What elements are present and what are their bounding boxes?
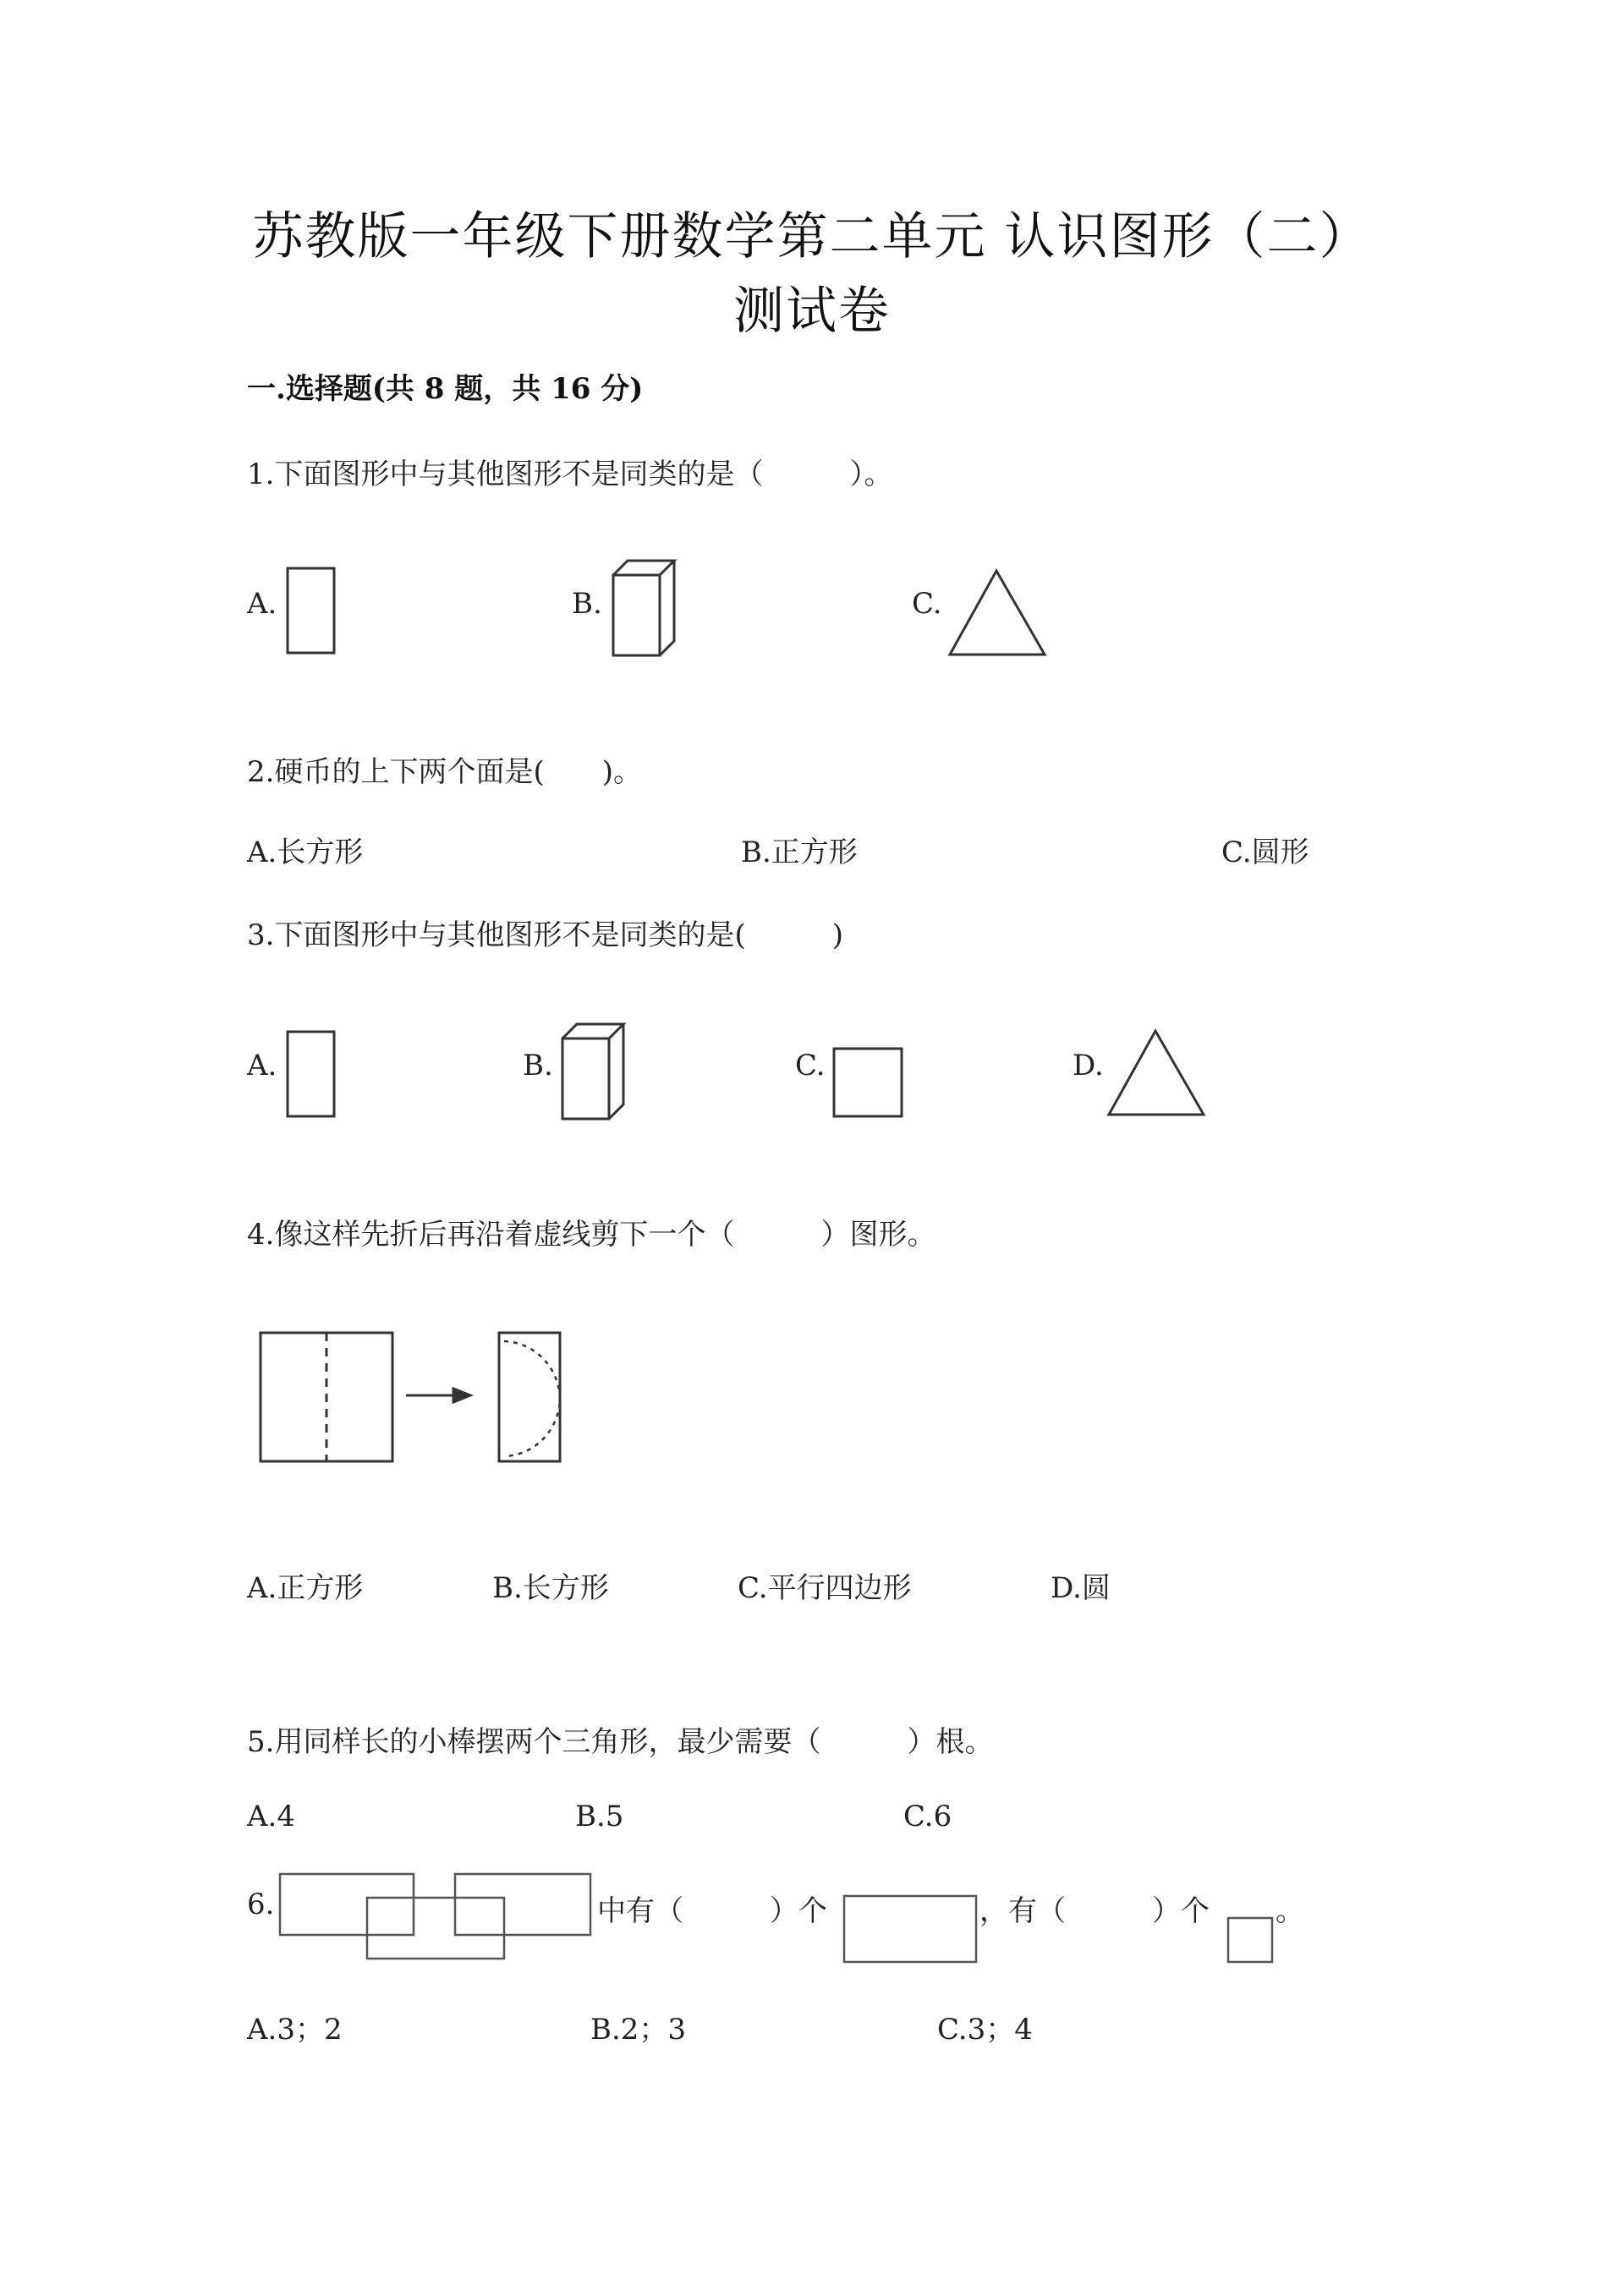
question-2-option-b[interactable]: B.正方形 bbox=[741, 836, 858, 869]
rectangle-icon bbox=[286, 1030, 337, 1119]
half-paper-rect bbox=[499, 1333, 560, 1461]
question-3-option-c[interactable]: C. bbox=[795, 1049, 826, 1082]
question-3-stem: 3.下面图形中与其他图形不是同类的是( ) bbox=[247, 918, 843, 952]
square-icon bbox=[832, 1047, 905, 1120]
question-5-option-c[interactable]: C.6 bbox=[903, 1800, 952, 1833]
question-1-option-a[interactable]: A. bbox=[247, 587, 277, 621]
question-6-option-c[interactable]: C.3；4 bbox=[937, 2013, 1033, 2047]
cuboid-icon bbox=[560, 1022, 628, 1123]
question-6-text-2: ，有（ ）个 bbox=[979, 1894, 1210, 1928]
fold-and-cut-diagram bbox=[254, 1326, 575, 1470]
question-1-option-b[interactable]: B. bbox=[572, 587, 602, 621]
cuboid-icon bbox=[611, 558, 678, 660]
question-5-option-a[interactable]: A.4 bbox=[247, 1800, 295, 1833]
question-6-text-1: 中有（ ）个 bbox=[597, 1894, 827, 1928]
page-title-line2: 测试卷 bbox=[733, 282, 891, 341]
section-heading: 一.选择题(共 8 题，共 16 分) bbox=[247, 372, 644, 406]
question-3-option-d[interactable]: D. bbox=[1073, 1049, 1104, 1082]
question-4-stem: 4.像这样先折后再沿着虚线剪下一个（ ）图形。 bbox=[247, 1218, 936, 1252]
rectangle-icon bbox=[286, 567, 337, 655]
question-4-option-c[interactable]: C.平行四边形 bbox=[738, 1571, 912, 1605]
overlapping-rectangles-figure bbox=[277, 1871, 599, 1964]
question-6-option-b[interactable]: B.2；3 bbox=[590, 2013, 687, 2047]
question-2-option-a[interactable]: A.长方形 bbox=[247, 836, 364, 869]
triangle-icon bbox=[947, 568, 1049, 658]
question-2-option-c[interactable]: C.圆形 bbox=[1221, 836, 1309, 869]
question-2-stem: 2.硬币的上下两个面是( )。 bbox=[247, 755, 642, 789]
question-6-number: 6. bbox=[247, 1888, 275, 1921]
triangle-icon bbox=[1106, 1028, 1208, 1118]
question-4-option-a[interactable]: A.正方形 bbox=[247, 1571, 364, 1605]
question-1-stem: 1.下面图形中与其他图形不是同类的是（ ）。 bbox=[247, 458, 893, 491]
question-3-option-a[interactable]: A. bbox=[247, 1049, 277, 1082]
arrow-head bbox=[453, 1389, 470, 1402]
question-1-option-c[interactable]: C. bbox=[912, 587, 942, 621]
question-3-option-b[interactable]: B. bbox=[523, 1049, 553, 1082]
question-5-option-b[interactable]: B.5 bbox=[575, 1800, 624, 1833]
cut-dashed-arc bbox=[504, 1341, 560, 1456]
question-4-option-b[interactable]: B.长方形 bbox=[492, 1571, 609, 1605]
square-icon bbox=[1226, 1916, 1274, 1964]
question-4-option-d[interactable]: D.圆 bbox=[1051, 1571, 1111, 1605]
rectangle-icon bbox=[842, 1894, 978, 1964]
question-6-text-3: 。 bbox=[1276, 1894, 1304, 1928]
question-6-option-a[interactable]: A.3；2 bbox=[247, 2013, 343, 2047]
page-title: 苏教版一年级下册数学第二单元 认识图形（二） bbox=[252, 207, 1372, 266]
question-5-stem: 5.用同样长的小棒摆两个三角形，最少需要（ ）根。 bbox=[247, 1725, 994, 1759]
